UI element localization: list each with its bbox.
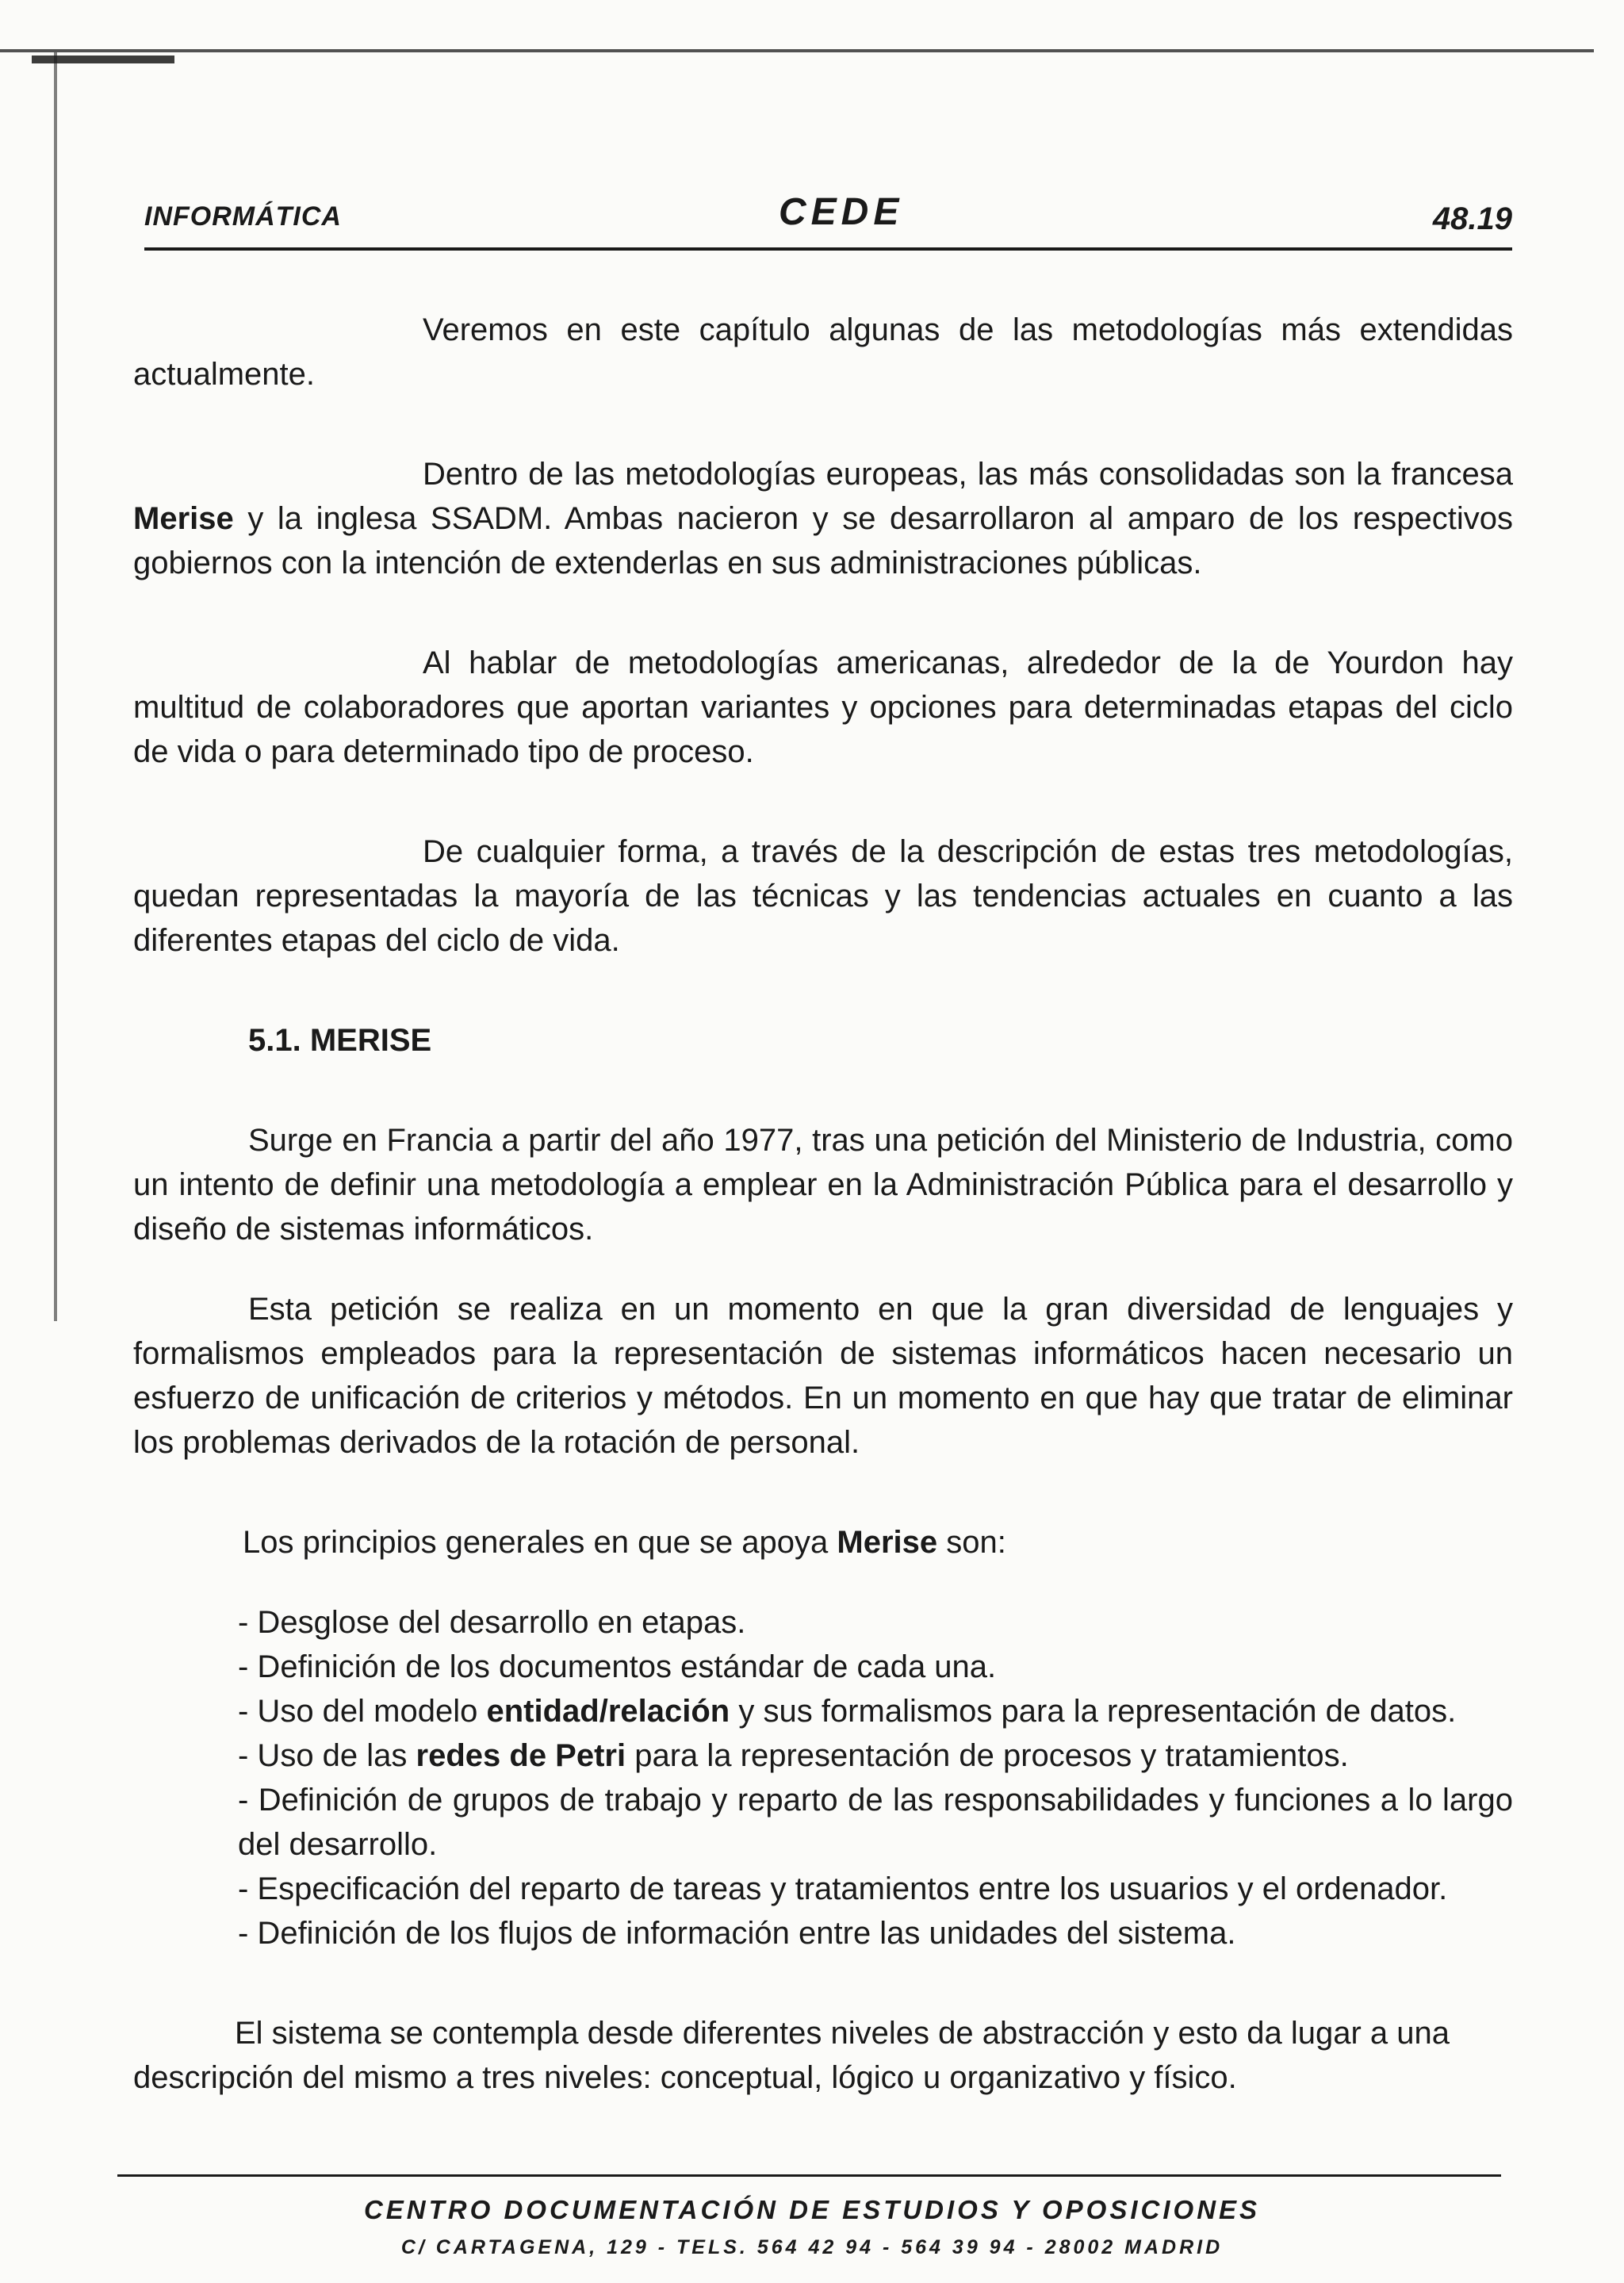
bold-term-merise: Merise	[837, 1525, 938, 1560]
paragraph-european-methods	[133, 452, 1513, 585]
bold-term-redes-de-petri: redes de Petri	[416, 1738, 626, 1773]
text-run: Dentro de las metodologías europeas, las más consolidadas son la francesa	[423, 457, 1513, 492]
bold-term-merise: Merise	[133, 501, 234, 536]
bold-term-entidad-relacion: entidad/relación	[486, 1694, 730, 1729]
paragraph-merise-origin: Surge en Francia a partir del año 1977, tras una petición del Ministerio de Industria, como un intento de definir una metodología a emplear en la Administración Pública para el desarrollo y diseño de sistemas informáticos.	[133, 1123, 1513, 1247]
paragraph-principles-lead	[243, 1520, 1513, 1565]
text-run: son:	[937, 1525, 1006, 1560]
header-rule	[144, 247, 1512, 251]
text-run: Los principios generales en que se apoya	[243, 1525, 837, 1560]
scan-mark-top-left	[32, 56, 174, 63]
header-page-number: 48.19	[1432, 201, 1512, 236]
list-item: - Definición de grupos de trabajo y reparto de las responsabilidades y funciones a lo largo del desarrollo.	[238, 1783, 1513, 1862]
header-section-title: INFORMÁTICA	[144, 201, 342, 232]
paragraph-summary: De cualquier forma, a través de la descripción de estas tres metodologías, quedan representadas la mayoría de las técnicas y las tendencias actuales en cuanto a las diferentes etapas del ciclo de vida.	[133, 834, 1513, 958]
page-body	[133, 308, 1513, 2100]
text-run: - Uso de las	[238, 1738, 416, 1773]
paragraph-american-methods: Al hablar de metodologías americanas, alrededor de la de Yourdon hay multitud de colaboradores que aportan variantes y opciones para determinadas etapas del ciclo de vida o para determinado tipo de proceso.	[133, 645, 1513, 769]
footer-rule	[117, 2174, 1501, 2177]
list-item	[238, 1733, 1513, 1778]
section-heading: 5.1. MERISE	[248, 1023, 432, 1058]
text-run: y la inglesa SSADM. Ambas nacieron y se desarrollaron al amparo de los respectivos gobiernos con la intención de extenderlas en sus administraciones públicas.	[133, 501, 1513, 580]
text-run: y sus formalismos para la representación de datos.	[730, 1694, 1457, 1729]
paragraph-abstraction-levels: El sistema se contempla desde diferentes niveles de abstracción y esto da lugar a una descripción del mismo a tres niveles: conceptual, lógico u organizativo y físico.	[133, 2016, 1450, 2095]
text-run: - Uso del modelo	[238, 1694, 487, 1729]
text-run: para la representación de procesos y tratamientos.	[626, 1738, 1349, 1773]
paragraph-merise-motivation: Esta petición se realiza en un momento en que la gran diversidad de lenguajes y formalismos empleados para la representación de sistemas informáticos hacen necesario un esfuerzo de unificación de criterios y métodos. En un momento en que hay que tratar de eliminar los problemas derivados de la rotación de personal.	[133, 1292, 1513, 1460]
footer-address: C/ CARTAGENA, 129 - TELS. 564 42 94 - 564 39 94 - 28002 MADRID	[400, 2236, 1224, 2258]
list-item: - Definición de los flujos de información entre las unidades del sistema.	[238, 1916, 1236, 1951]
footer-organization: CENTRO DOCUMENTACIÓN DE ESTUDIOS Y OPOSICIONES	[363, 2195, 1261, 2224]
header-publisher-logo: CEDE	[779, 191, 904, 233]
paragraph-intro: Veremos en este capítulo algunas de las metodologías más extendidas actualmente.	[133, 312, 1513, 392]
page-header	[144, 190, 1512, 246]
list-item: - Especificación del reparto de tareas y tratamientos entre los usuarios y el ordenador.	[238, 1871, 1448, 1906]
scan-edge-left	[54, 52, 57, 1321]
scan-edge-top	[0, 49, 1594, 52]
list-item	[238, 1689, 1513, 1733]
list-item: - Desglose del desarrollo en etapas.	[238, 1605, 746, 1640]
list-item: - Definición de los documentos estándar de cada una.	[238, 1649, 997, 1684]
principles-list	[133, 1600, 1513, 1955]
